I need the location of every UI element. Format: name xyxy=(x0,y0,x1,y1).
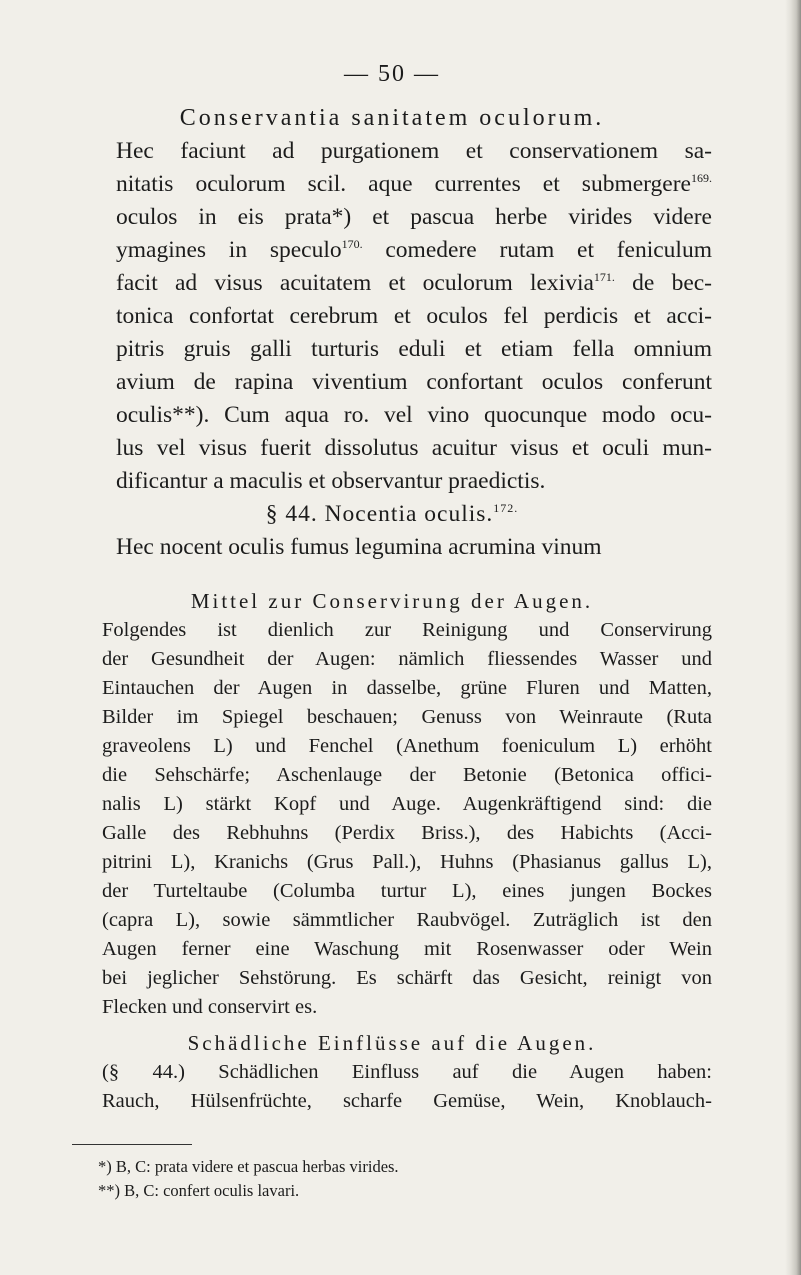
footnote-divider xyxy=(72,1144,192,1145)
german-heading-2: Schädliche Einflüsse auf die Augen. xyxy=(187,1031,597,1055)
text-line: tonica confortat cerebrum et oculos fel perdicis et acci- xyxy=(116,303,712,329)
latin-heading: Conservantia sanitatem oculorum. xyxy=(179,105,605,131)
text-line: Folgendes ist dienlich zur Reinigung und Conservirung xyxy=(102,619,712,641)
german-paragraph-2 xyxy=(72,1058,712,1116)
text-line: bei jeglicher Sehstörung. Es schärft das Gesicht, reinigt von xyxy=(102,967,712,989)
ref-169: 169. xyxy=(691,171,712,186)
german-heading: Mittel zur Conservirung der Augen. xyxy=(190,589,594,613)
text-line: der Turteltaube (Columba turtur L), eines jungen Bockes xyxy=(102,880,712,902)
text-line: Rauch, Hülsenfrüchte, scharfe Gemüse, Wein, Knoblauch- xyxy=(102,1090,712,1112)
latin-paragraph-2: Hec nocent oculis fumus legumina acrumina vinum xyxy=(116,534,602,560)
text-line: facit ad visus acuitatem et oculorum lexivia$^{171.}$ de bec- xyxy=(116,270,712,296)
text-line: Hec faciunt ad purgationem et conservationem sa- xyxy=(116,138,712,164)
text-line: Bilder im Spiegel beschauen; Genuss von Weinraute (Ruta xyxy=(102,706,712,728)
text-line: Eintauchen der Augen in dasselbe, grüne Fluren und Matten, xyxy=(102,677,712,699)
ref-170: 170. xyxy=(341,237,363,252)
text-line: graveolens L) und Fenchel (Anethum foeniculum L) erhöht xyxy=(102,735,712,757)
text-line: Flecken und conservirt es. xyxy=(102,996,318,1018)
page-number: — 50 — xyxy=(344,61,440,87)
text-line: die Sehschärfe; Aschenlauge der Betonie (Betonica offici- xyxy=(102,764,712,786)
text-line: nitatis oculorum scil. aque currentes et submergere$^{169.}$ xyxy=(116,171,712,197)
footnote-2: **) B, C: confert oculis lavari. xyxy=(98,1181,300,1200)
latin-section-heading: § 44. Nocentia oculis.$^{172.}$ xyxy=(265,501,519,527)
text-line: Augen ferner eine Waschung mit Rosenwasser oder Wein xyxy=(102,938,712,960)
latin-paragraph-1 xyxy=(72,135,712,498)
text-line: ymagines in speculo$^{170.}$ comedere rutam et feniculum xyxy=(116,237,712,263)
ref-172: 172. xyxy=(493,501,519,516)
footnote-1: *) B, C: prata videre et pascua herbas virides. xyxy=(98,1157,399,1176)
text-line: oculos in eis prata*) et pascua herbe virides videre xyxy=(116,204,712,230)
text-line: lus vel visus fuerit dissolutus acuitur visus et oculi mun- xyxy=(116,435,712,461)
german-paragraph-1 xyxy=(72,616,712,1022)
text-line: (capra L), sowie sämmtlicher Raubvögel. Zuträglich ist den xyxy=(102,909,712,931)
text-line: pitrini L), Kranichs (Grus Pall.), Huhns (Phasianus gallus L), xyxy=(102,851,712,873)
ref-171: 171. xyxy=(593,270,615,285)
text-line: oculis**). Cum aqua ro. vel vino quocunque modo ocu- xyxy=(116,402,712,428)
text-line: avium de rapina viventium confortant oculos conferunt xyxy=(116,369,712,395)
text-line: pitris gruis galli turturis eduli et etiam fella omnium xyxy=(116,336,712,362)
text-line: (§ 44.) Schädlichen Einfluss auf die Augen haben: xyxy=(102,1061,712,1083)
text-line: Galle des Rebhuhns (Perdix Briss.), des Habichts (Acci- xyxy=(102,822,712,844)
text-line: nalis L) stärkt Kopf und Auge. Augenkräftigend sind: die xyxy=(102,793,712,815)
page-edge-shadow xyxy=(785,0,801,1275)
book-page xyxy=(72,58,712,1203)
text-line: der Gesundheit der Augen: nämlich fliessendes Wasser und xyxy=(102,648,712,670)
text-line: dificantur a maculis et observantur praedictis. xyxy=(116,468,546,494)
